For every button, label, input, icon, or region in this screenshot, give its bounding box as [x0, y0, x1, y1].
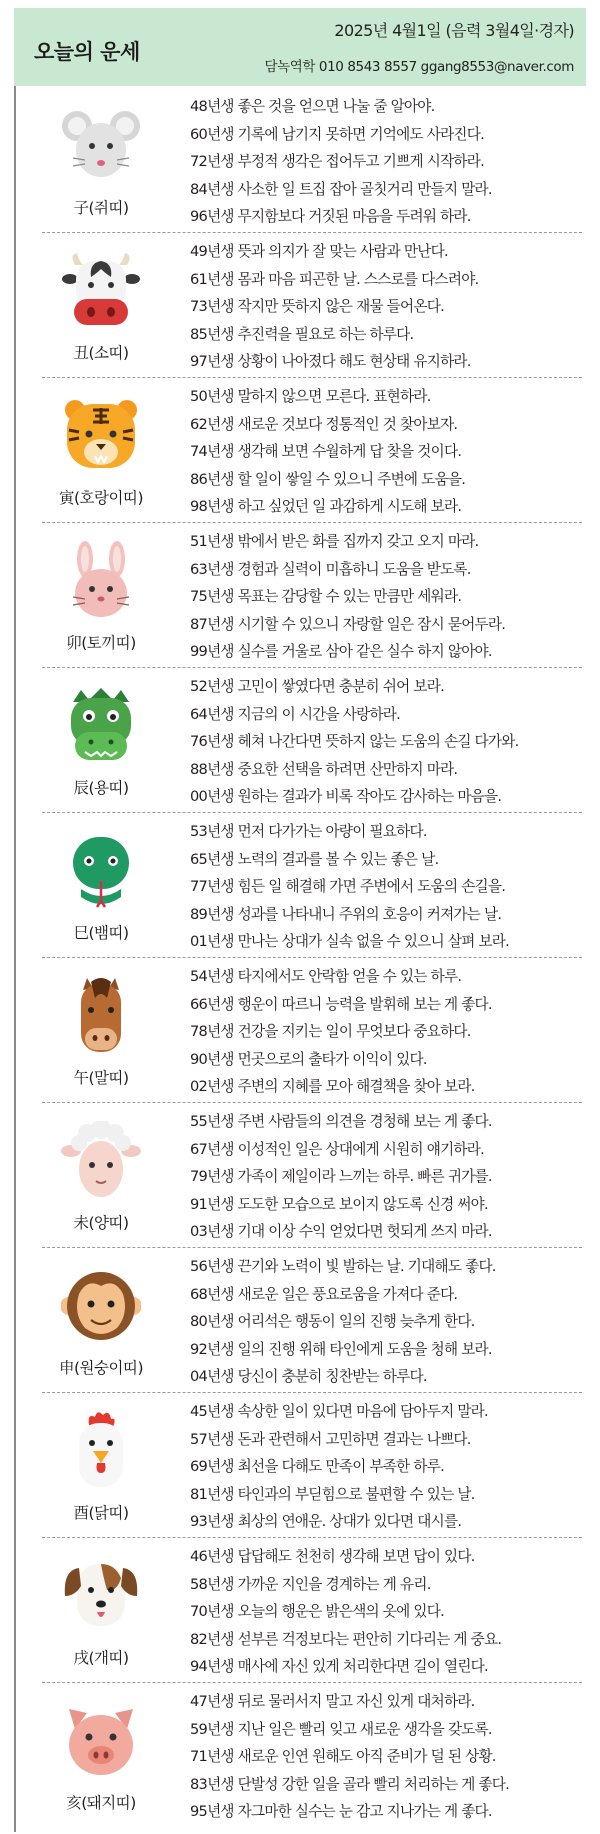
- zodiac-label: 戌(개띠): [73, 1649, 129, 1667]
- animal-cell: [26, 233, 176, 378]
- fortune-line: 03년생 기대 이상 수익 얻었다면 헛되게 쓰지 마라.: [190, 1223, 492, 1240]
- fortune-line: 52년생 고민이 쌓였다면 충분히 쉬어 보라.: [190, 678, 444, 695]
- fortune-line: 86년생 할 일이 쌓일 수 있으니 주변에 도움을.: [190, 470, 466, 488]
- fortune-lines: [190, 1543, 586, 1681]
- animal-cell: [26, 813, 176, 958]
- header-contact: 담녹역학 010 8543 8557 ggang8553@naver.com: [264, 59, 574, 75]
- zodiac-row: [16, 88, 586, 233]
- fortune-line: 89년생 성과를 나타내니 주위의 호응이 커져가는 날.: [190, 905, 502, 923]
- fortune-line: 73년생 작지만 뜻하지 않은 재물 들어온다.: [190, 298, 444, 315]
- zodiac-label: 丑(소띠): [73, 344, 129, 362]
- fortune-lines: [190, 673, 586, 811]
- animal-cell: [26, 88, 176, 233]
- zodiac-label: 寅(호랑이띠): [59, 489, 143, 507]
- fortune-lines: [190, 1688, 586, 1826]
- fortune-line: 55년생 주변 사람들의 의견을 경청해 보는 게 좋다.: [190, 1113, 492, 1130]
- zodiac-row: [16, 523, 586, 668]
- zodiac-label: 辰(용띠): [73, 779, 129, 797]
- fortune-line: 83년생 단발성 강한 일을 골라 빨리 처리하는 게 좋다.: [190, 1775, 510, 1793]
- fortune-line: 48년생 좋은 것을 얻으면 나눌 줄 알아야.: [190, 98, 435, 115]
- fortune-line: 96년생 무지함보다 거짓된 마음을 두려워 하라.: [190, 208, 471, 225]
- animal-cell: [26, 1683, 176, 1828]
- fortune-lines: [190, 238, 586, 376]
- fortune-line: 85년생 추진력을 필요로 하는 하루다.: [190, 325, 414, 343]
- fortune-lines: [190, 1108, 586, 1246]
- zodiac-label: 卯(토끼띠): [66, 634, 136, 652]
- zodiac-label: 酉(닭띠): [73, 1504, 129, 1522]
- dog-icon: [61, 1556, 141, 1636]
- fortune-lines: [190, 528, 586, 666]
- fortune-line: 88년생 중요한 선택을 하려면 산만하지 마라.: [190, 760, 458, 778]
- fortune-line: 76년생 헤쳐 나간다면 뜻하지 않는 도움의 손길 다가와.: [190, 733, 519, 750]
- fortune-line: 77년생 힘든 일 해결해 가면 주변에서 도움의 손길을.: [190, 878, 506, 895]
- fortune-line: 66년생 행운이 따르니 능력을 발휘해 보는 게 좋다.: [190, 995, 492, 1013]
- animal-cell: [26, 378, 176, 523]
- fortune-line: 56년생 끈기와 노력이 빛 발하는 날. 기대해도 좋다.: [190, 1258, 496, 1275]
- zodiac-row: [16, 1248, 586, 1393]
- zodiac-label: 申(원숭이띠): [59, 1359, 143, 1377]
- fortune-line: 67년생 이성적인 일은 상대에게 시원히 얘기하라.: [190, 1140, 485, 1158]
- rooster-icon: [61, 1411, 141, 1491]
- fortune-line: 94년생 매사에 자신 있게 처리한다면 길이 열린다.: [190, 1658, 488, 1675]
- fortune-line: 97년생 상황이 나아졌다 해도 현상태 유지하라.: [190, 353, 471, 370]
- fortune-line: 87년생 시기할 수 있으니 자랑할 일은 잠시 묻어두라.: [190, 615, 506, 633]
- zodiac-row: [16, 958, 586, 1103]
- fortune-line: 58년생 가까운 지인을 경계하는 게 유리.: [190, 1575, 431, 1593]
- fortune-line: 95년생 자그마한 실수는 눈 감고 지나가는 게 좋다.: [190, 1803, 492, 1820]
- fortune-line: 46년생 답답해도 천천히 생각해 보면 답이 있다.: [190, 1548, 475, 1565]
- horse-icon: [61, 976, 141, 1056]
- tiger-icon: [61, 396, 141, 476]
- fortune-line: 91년생 도도한 모습으로 보이지 않도록 신경 써야.: [190, 1195, 488, 1213]
- fortune-lines: [190, 818, 586, 956]
- fortune-line: 92년생 일의 진행 위해 타인에게 도움을 청해 보라.: [190, 1340, 492, 1358]
- zodiac-row: [16, 1683, 586, 1828]
- sheep-icon: [61, 1121, 141, 1201]
- page-title: 오늘의 운세: [34, 40, 140, 64]
- fortune-line: 68년생 새로운 일은 풍요로움을 가져다 준다.: [190, 1285, 458, 1303]
- fortune-line: 59년생 지난 일은 빨리 잊고 새로운 생각을 갖도록.: [190, 1720, 492, 1738]
- fortune-lines: [190, 1398, 586, 1536]
- fortune-lines: [190, 963, 586, 1101]
- zodiac-row: [16, 1103, 586, 1248]
- fortune-line: 54년생 타지에서도 안락함 얻을 수 있는 하루.: [190, 968, 462, 985]
- fortune-line: 82년생 섣부른 걱정보다는 편안히 기다리는 게 중요.: [190, 1630, 502, 1648]
- fortune-line: 04년생 당신이 충분히 칭찬받는 하루다.: [190, 1368, 427, 1385]
- animal-cell: [26, 668, 176, 813]
- fortune-line: 62년생 새로운 것보다 정통적인 것 찾아보자.: [190, 415, 458, 433]
- animal-cell: [26, 1393, 176, 1538]
- zodiac-row: [16, 1393, 586, 1538]
- fortune-line: 69년생 최선을 다해도 만족이 부족한 하루.: [190, 1458, 444, 1475]
- dragon-icon: [61, 686, 141, 766]
- fortune-line: 98년생 하고 싶었던 일 과감하게 시도해 보라.: [190, 498, 462, 515]
- zodiac-row: [16, 378, 586, 523]
- fortune-line: 78년생 건강을 지키는 일이 무엇보다 중요하다.: [190, 1023, 471, 1040]
- fortune-line: 80년생 어리석은 행동이 일의 진행 늦추게 한다.: [190, 1313, 475, 1330]
- fortune-line: 02년생 주변의 지혜를 모아 해결책을 찾아 보라.: [190, 1078, 475, 1095]
- fortune-lines: [190, 93, 586, 231]
- fortune-line: 51년생 밖에서 받은 화를 집까지 갖고 오지 마라.: [190, 533, 479, 550]
- fortune-line: 93년생 최상의 연애운. 상대가 있다면 대시를.: [190, 1513, 462, 1530]
- fortune-lines: [190, 1253, 586, 1391]
- zodiac-label: 未(양띠): [73, 1214, 129, 1232]
- zodiac-label: 午(말띠): [73, 1069, 129, 1087]
- animal-cell: [26, 523, 176, 668]
- rat-icon: [61, 106, 141, 186]
- fortune-line: 99년생 실수를 거울로 삼아 같은 실수 하지 않아야.: [190, 643, 492, 660]
- fortune-line: 63년생 경험과 실력이 미흡하니 도움을 받도록.: [190, 560, 471, 578]
- animal-cell: [26, 1538, 176, 1683]
- fortune-line: 74년생 생각해 보면 수월하게 답 찾을 것이다.: [190, 443, 462, 460]
- monkey-icon: [61, 1266, 141, 1346]
- fortune-line: 70년생 오늘의 행운은 밝은색의 옷에 있다.: [190, 1603, 444, 1620]
- fortune-line: 64년생 지금의 이 시간을 사랑하라.: [190, 705, 401, 723]
- fortune-line: 45년생 속상한 일이 있다면 마음에 담아두지 말라.: [190, 1403, 488, 1420]
- fortune-line: 72년생 부정적 생각은 접어두고 기쁘게 시작하라.: [190, 153, 485, 170]
- zodiac-row: [16, 668, 586, 813]
- header-date: 2025년 4월1일 (음력 3월4일·경자): [334, 21, 574, 40]
- fortune-line: 47년생 뒤로 물러서지 말고 자신 있게 대처하라.: [190, 1693, 475, 1710]
- zodiac-label: 子(쥐띠): [73, 199, 129, 217]
- zodiac-label: 巳(뱀띠): [73, 924, 129, 942]
- zodiac-list: [16, 88, 586, 1828]
- fortune-line: 75년생 목표는 감당할 수 있는 만큼만 세워라.: [190, 588, 462, 605]
- fortune-line: 81년생 타인과의 부딛힘으로 불편할 수 있는 날.: [190, 1485, 475, 1503]
- zodiac-row: [16, 1538, 586, 1683]
- zodiac-row: [16, 233, 586, 378]
- zodiac-label: 亥(돼지띠): [66, 1794, 136, 1812]
- fortune-line: 00년생 원하는 결과가 비록 작아도 감사하는 마음을.: [190, 788, 502, 805]
- fortune-line: 49년생 뜻과 의지가 잘 맞는 사람과 만난다.: [190, 243, 448, 260]
- pig-icon: [61, 1701, 141, 1781]
- fortune-line: 71년생 새로운 인연 원해도 아직 준비가 덜 된 상황.: [190, 1748, 496, 1765]
- animal-cell: [26, 958, 176, 1103]
- rabbit-icon: [61, 541, 141, 621]
- fortune-line: 65년생 노력의 결과를 볼 수 있는 좋은 날.: [190, 850, 439, 868]
- zodiac-row: [16, 813, 586, 958]
- fortune-line: 01년생 만나는 상대가 실속 없을 수 있으니 살펴 보라.: [190, 933, 510, 950]
- fortune-line: 60년생 기록에 남기지 못하면 기억에도 사라진다.: [190, 125, 485, 143]
- fortune-line: 50년생 말하지 않으면 모른다. 표현하라.: [190, 388, 431, 405]
- fortune-line: 53년생 먼저 다가가는 아량이 필요하다.: [190, 823, 427, 840]
- header-banner: [14, 8, 586, 86]
- fortune-lines: [190, 383, 586, 521]
- fortune-line: 61년생 몸과 마음 피곤한 날. 스스로를 다스려야.: [190, 270, 479, 288]
- animal-cell: [26, 1103, 176, 1248]
- fortune-line: 84년생 사소한 일 트집 잡아 골칫거리 만들지 말라.: [190, 180, 492, 198]
- ox-icon: [61, 251, 141, 331]
- fortune-line: 57년생 돈과 관련해서 고민하면 결과는 나쁘다.: [190, 1430, 471, 1448]
- animal-cell: [26, 1248, 176, 1393]
- snake-icon: [61, 831, 141, 911]
- fortune-line: 79년생 가족이 제일이라 느끼는 하루. 빠른 귀가를.: [190, 1168, 492, 1185]
- fortune-line: 90년생 먼곳으로의 출타가 이익이 있다.: [190, 1050, 427, 1068]
